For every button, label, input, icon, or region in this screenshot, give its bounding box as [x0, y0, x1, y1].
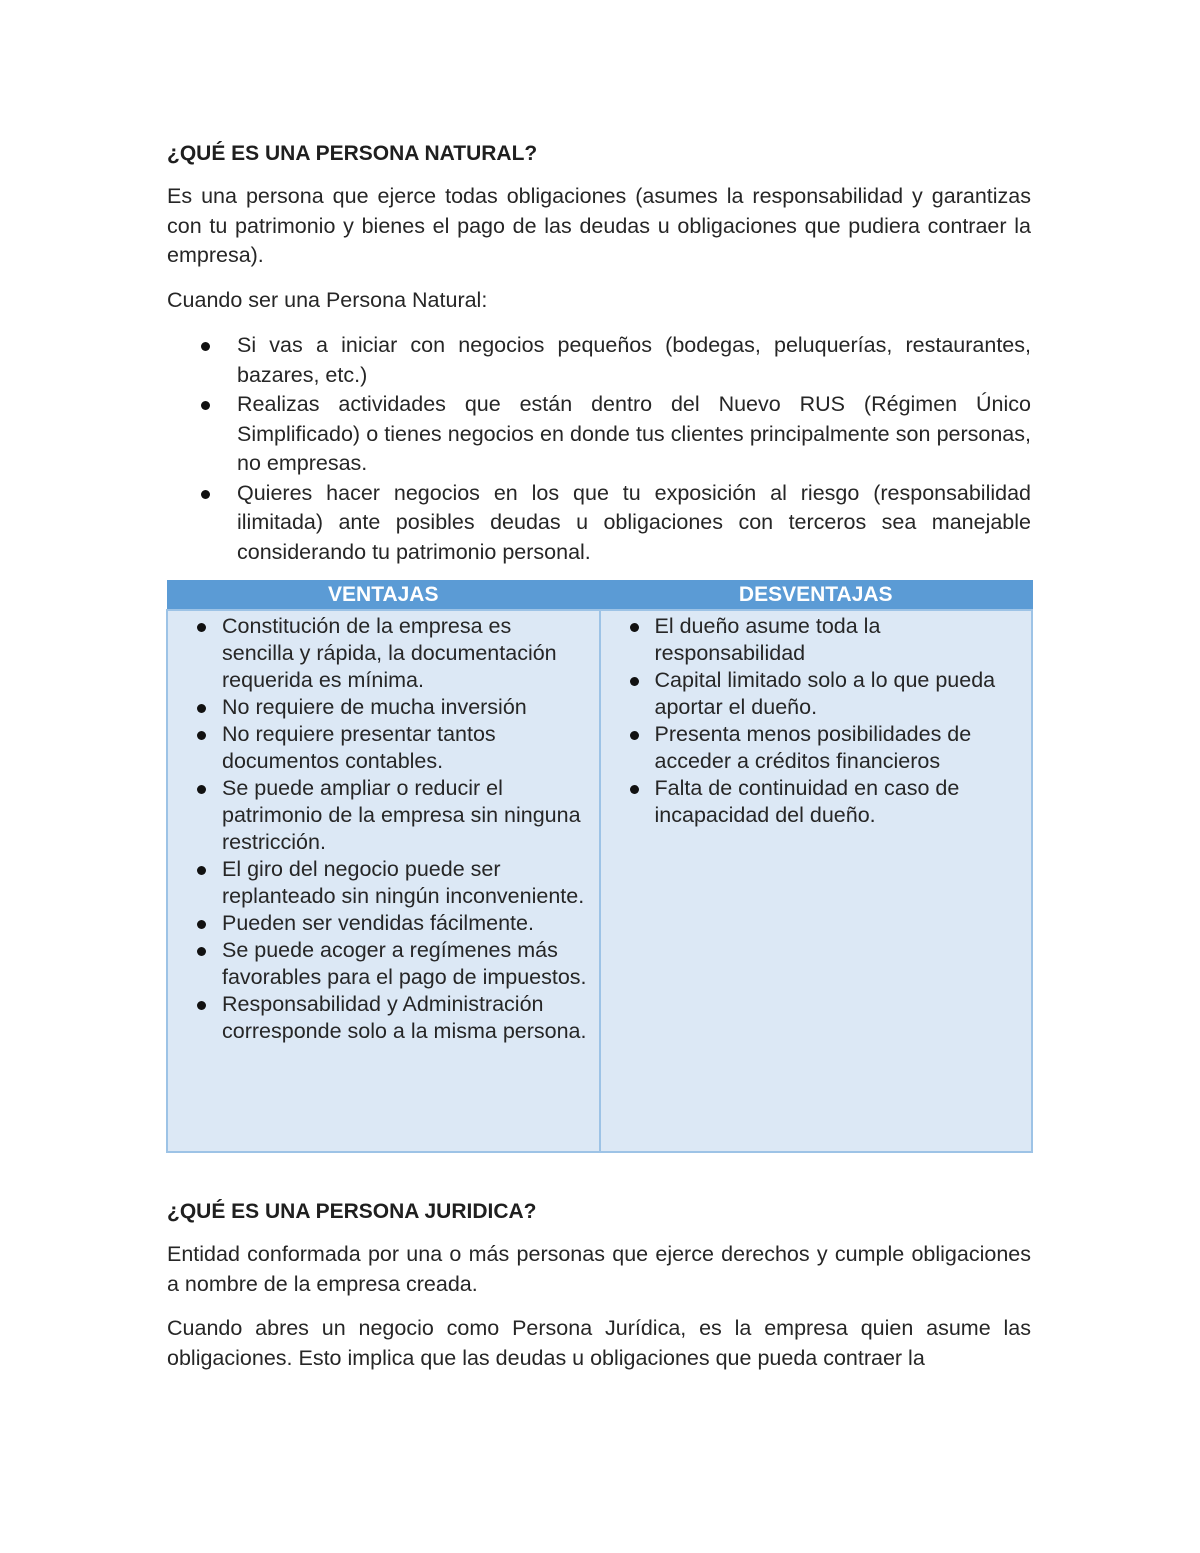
list-item: Capital limitado solo a lo que pueda aportar el dueño.	[601, 667, 1022, 721]
list-item: Si vas a iniciar con negocios pequeños (bodegas, peluquerías, restaurantes, bazares, etc.)	[167, 331, 1031, 390]
paragraph-definition-natural: Es una persona que ejerce todas obligaciones (asumes la responsabilidad y garantizas con tu patrimonio y bienes el pago de las deudas u obligaciones que pudiera contraer la empresa).	[167, 184, 1031, 267]
paragraph-cuando-natural: Cuando ser una Persona Natural:	[167, 287, 488, 312]
list-item: Responsabilidad y Administración corresponde solo a la misma persona.	[168, 991, 589, 1045]
list-item: Realizas actividades que están dentro del Nuevo RUS (Régimen Único Simplificado) o tienes negocios en donde tus clientes principalmente son personas, no empresas.	[167, 390, 1031, 479]
list-item: Se puede ampliar o reducir el patrimonio de la empresa sin ninguna restricción.	[168, 775, 589, 856]
list-item: Constitución de la empresa es sencilla y rápida, la documentación requerida es mínima.	[168, 613, 589, 694]
section-persona-juridica	[167, 1198, 1031, 1373]
list-item: Pueden ser vendidas fácilmente.	[168, 910, 589, 937]
list-item: Quieres hacer negocios en los que tu exposición al riesgo (responsabilidad ilimitada) ante posibles deudas u obligaciones con terceros sea manejable considerando tu patrimonio personal.	[167, 479, 1031, 568]
bullet-list-natural	[167, 331, 1031, 567]
list-item: Falta de continuidad en caso de incapacidad del dueño.	[601, 775, 1022, 829]
list-item: Se puede acoger a regímenes más favorables para el pago de impuestos.	[168, 937, 589, 991]
list-item: No requiere de mucha inversión	[168, 694, 589, 721]
table-header-desventajas: DESVENTAJAS	[600, 581, 1033, 611]
ventajas-list	[168, 611, 599, 1045]
paragraph-definition-juridica: Entidad conformada por una o más personas que ejerce derechos y cumple obligaciones a nombre de la empresa creada.	[167, 1242, 1031, 1296]
table-header-ventajas: VENTAJAS	[167, 581, 600, 611]
ventajas-desventajas-table	[166, 580, 1033, 1153]
section-heading-persona-natural: ¿QUÉ ES UNA PERSONA NATURAL?	[167, 142, 538, 165]
section-heading-persona-juridica: ¿QUÉ ES UNA PERSONA JURIDICA?	[167, 1200, 537, 1223]
document-content	[167, 140, 1031, 1388]
list-item: El giro del negocio puede ser replanteado sin ningún inconveniente.	[168, 856, 589, 910]
desventajas-list	[601, 611, 1032, 829]
list-item: No requiere presentar tantos documentos contables.	[168, 721, 589, 775]
list-item: Presenta menos posibilidades de acceder a créditos financieros	[601, 721, 1022, 775]
paragraph-cuando-juridica: Cuando abres un negocio como Persona Jurídica, es la empresa quien asume las obligaciones. Esto implica que las deudas u obligaciones que pueda contraer la	[167, 1316, 1031, 1370]
list-item: El dueño asume toda la responsabilidad	[601, 613, 1022, 667]
table-cell-ventajas	[167, 610, 600, 1152]
table-cell-desventajas	[600, 610, 1033, 1152]
